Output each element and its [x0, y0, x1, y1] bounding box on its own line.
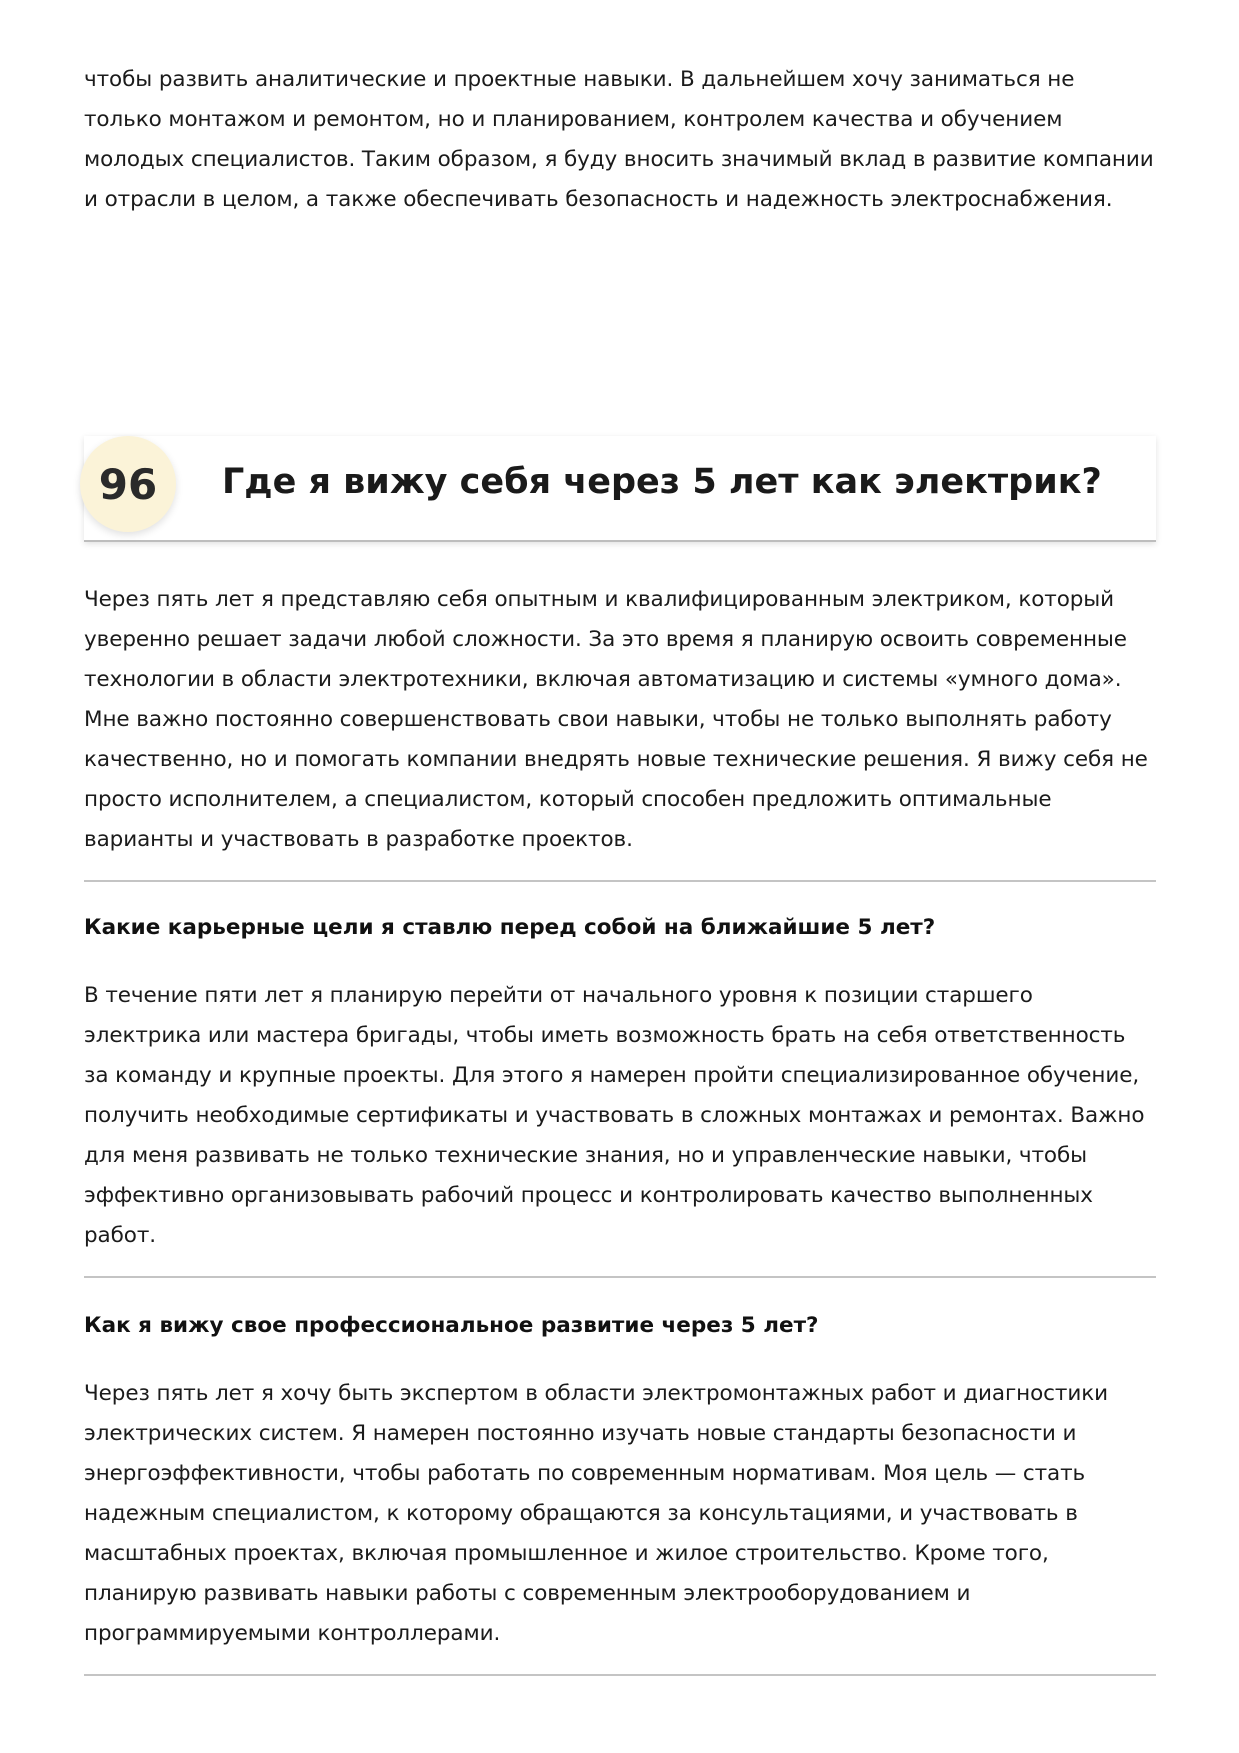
section-title: Где я вижу себя через 5 лет как электрик? — [222, 462, 1102, 502]
sub-question-title: Как я вижу свое профессиональное развитие через 5 лет? — [84, 1313, 819, 1338]
section-header — [84, 436, 1156, 542]
intro-paragraph: чтобы развить аналитические и проектные навыки. В дальнейшем хочу заниматься не только монтажом и ремонтом, но и планированием, контролем качества и обучением молодых специалистов. Таким образом, я буду вносить значимый вклад в развитие компании и отрасли в целом, а также обеспечивать безопасность и надежность электроснабжения. — [84, 67, 1154, 212]
divider — [84, 880, 1156, 882]
section-number-badge: 96 — [80, 436, 176, 532]
sub-question-answer: Через пять лет я хочу быть экспертом в области электромонтажных работ и диагностики электрических систем. Я намерен постоянно изучать новые стандарты безопасности и энергоэффективности, чтобы работать по современным нормативам. Моя цель — стать надежным специалистом, к которому обращаются за консультациями, и участвовать в масштабных проектах, включая промышленное и жилое строительство. Кроме того, планирую развивать навыки работы с современным электрооборудованием и программируемыми контроллерами. — [84, 1381, 1108, 1646]
section-answer: Через пять лет я представляю себя опытным и квалифицированным электриком, который уверенно решает задачи любой сложности. За это время я планирую освоить современные технологии в области электротехники, включая автоматизацию и системы «умного дома». Мне важно постоянно совершенствовать свои навыки, чтобы не только выполнять работу качественно, но и помогать компании внедрять новые технические решения. Я вижу себя не просто исполнителем, а специалистом, который способен предложить оптимальные варианты и участвовать в разработке проектов. — [84, 587, 1148, 852]
divider — [84, 1276, 1156, 1278]
sub-question-answer: В течение пяти лет я планирую перейти от начального уровня к позиции старшего электрика или мастера бригады, чтобы иметь возможность брать на себя ответственность за команду и крупные проекты. Для этого я намерен пройти специализированное обучение, получить необходимые сертификаты и участвовать в сложных монтажах и ремонтах. Важно для меня развивать не только технические знания, но и управленческие навыки, чтобы эффективно организовывать рабочий процесс и контролировать качество выполненных работ. — [84, 983, 1145, 1248]
divider — [84, 1674, 1156, 1676]
sub-question-title: Какие карьерные цели я ставлю перед собой на ближайшие 5 лет? — [84, 915, 936, 940]
